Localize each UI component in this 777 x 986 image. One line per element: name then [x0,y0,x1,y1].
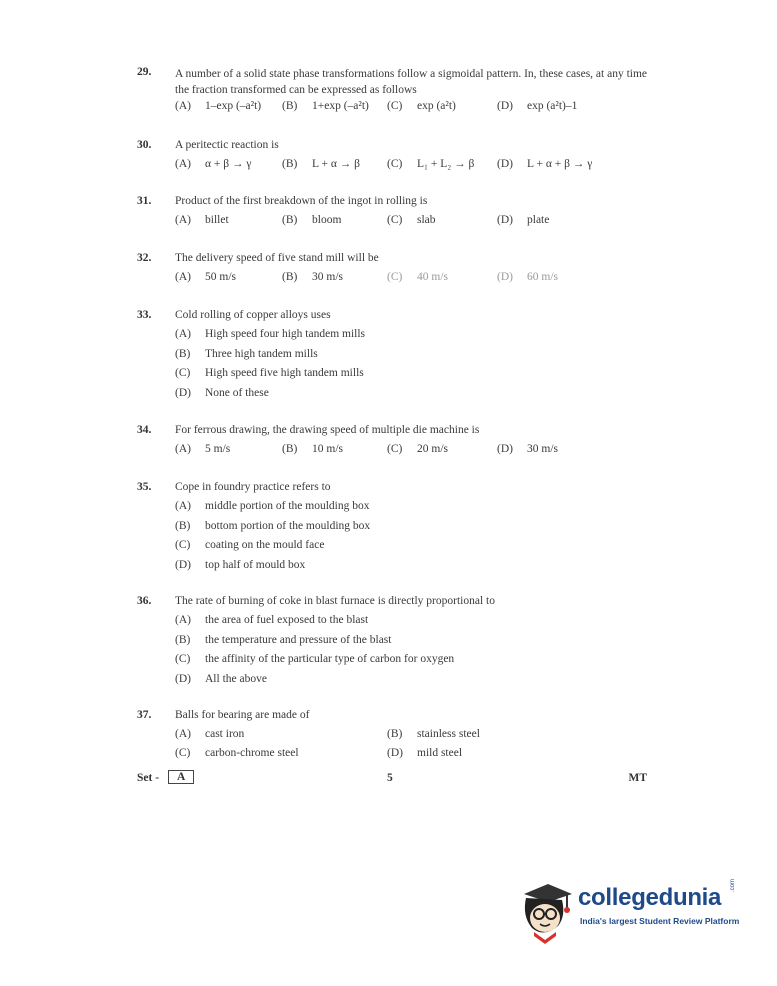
option-c [175,747,299,759]
option-label: (A) [175,500,191,512]
option-text: All the above [205,672,267,685]
question-number: 34. [137,424,152,436]
option-text: α + β → γ [205,158,252,170]
option-text: High speed four high tandem mills [205,328,366,340]
option-a [175,728,244,740]
option-c [387,271,448,283]
collegedunia-logo [518,880,748,950]
option-a [175,158,251,170]
option-c [387,100,456,112]
option-label: (C) [175,747,191,759]
question-number: 33. [137,309,152,321]
option-label: (D) [387,747,403,759]
option-label: (C) [387,158,403,170]
option-d [497,158,592,170]
question-text: A number of a solid state phase transformations follow a sigmoidal pattern. In, these cases, at any time the fraction transformed can be expressed as follows [175,68,648,96]
option-d [497,214,549,226]
option-label: (C) [387,443,403,455]
question-34 [137,424,657,464]
option-label: (D) [497,443,513,455]
question-number: 36. [137,595,152,607]
option-text: the affinity of the particular type of carbon for oxygen [205,653,455,665]
question-30 [137,139,657,179]
option-text: bloom [312,214,342,226]
option-d [175,673,454,693]
option-label: (A) [175,214,191,226]
options-row [175,271,655,289]
option-b [282,443,343,455]
option-d [497,271,558,283]
options-row [175,747,655,765]
option-c [387,214,436,226]
option-text: middle portion of the moulding box [205,500,370,512]
option-text: stainless steel [417,728,480,740]
option-label: (B) [282,100,298,112]
option-a [175,100,261,112]
paper-code: MT [628,772,647,784]
option-text: 10 m/s [312,443,343,455]
options-list [175,328,365,406]
question-text: The delivery speed of five stand mill will be [175,252,379,264]
option-label: (A) [175,100,191,112]
option-d [175,387,365,407]
option-label: (B) [175,633,191,646]
options-row [175,728,655,746]
option-text: 30 m/s [527,443,558,455]
option-a [175,328,365,348]
option-label: (A) [175,271,191,283]
option-text: exp (a²t) [417,100,456,112]
option-text: High speed five high tandem mills [205,367,364,379]
option-text: cast iron [205,728,245,740]
option-d [497,100,577,112]
option-b [175,634,454,654]
option-label: (C) [175,367,191,379]
options-row [175,158,655,176]
option-text: 40 m/s [417,271,448,283]
student-mascot-icon [518,880,574,946]
question-number: 35. [137,481,152,493]
option-text: top half of mould box [205,558,306,571]
option-a [175,271,236,283]
page-footer [137,772,647,792]
option-text: bottom portion of the moulding box [205,519,371,532]
options-row [175,100,655,118]
question-text: Cold rolling of copper alloys uses [175,309,331,321]
option-text: 20 m/s [417,443,448,455]
option-text: the temperature and pressure of the blast [205,633,392,646]
options-list [175,500,370,578]
question-text: Balls for bearing are made of [175,709,310,721]
options-list [175,614,454,692]
option-label: (C) [387,271,403,283]
question-number: 30. [137,139,152,151]
option-label: (B) [282,443,298,455]
option-label: (D) [497,100,513,112]
option-label: (B) [387,728,403,740]
option-text: L + α + β → γ [527,158,593,170]
option-text: Three high tandem mills [205,347,318,360]
brand-name: collegedunia [578,884,722,911]
options-row [175,214,655,232]
option-b [282,158,360,170]
option-label: (C) [387,100,403,112]
option-label: (C) [387,214,403,226]
option-label: (D) [175,558,191,571]
question-text: Cope in foundry practice refers to [175,481,331,493]
option-label: (A) [175,443,191,455]
option-d [175,559,370,579]
option-text: 30 m/s [312,271,343,283]
option-a [175,214,229,226]
option-label: (D) [497,271,513,283]
question-29 [137,66,657,116]
option-label: (B) [282,158,298,170]
question-number: 32. [137,252,152,264]
option-b [175,520,370,540]
option-text: the area of fuel exposed to the blast [205,614,369,626]
question-number: 37. [137,709,152,721]
page-number: 5 [387,772,393,784]
option-label: (D) [497,214,513,226]
option-label: (C) [175,539,191,551]
option-c [387,443,448,455]
option-text: mild steel [417,747,463,759]
option-label: (B) [282,271,298,283]
question-number: 31. [137,195,152,207]
option-text: L + α → β [312,158,360,170]
option-d [387,747,462,759]
option-b [282,100,369,112]
question-37 [137,709,657,769]
option-d [497,443,558,455]
option-text: None of these [205,386,269,399]
option-b [387,728,480,740]
options-row [175,443,655,461]
brand-suffix: .com [730,878,736,892]
question-31 [137,195,657,235]
option-label: (D) [497,158,513,170]
option-text: slab [417,214,436,226]
question-32 [137,252,657,292]
option-text: 60 m/s [527,271,558,283]
option-text: coating on the mould face [205,539,325,551]
option-label: (B) [175,347,191,360]
question-text: For ferrous drawing, the drawing speed of multiple die machine is [175,424,480,436]
option-label: (C) [175,653,191,665]
option-b [282,214,341,226]
question-text: Product of the first breakdown of the ingot in rolling is [175,195,428,207]
option-text: exp (a²t)–1 [527,100,578,112]
option-b [282,271,343,283]
option-c [175,653,454,673]
question-number: 29. [137,66,152,78]
option-label: (D) [175,672,191,685]
option-text: 50 m/s [205,271,236,283]
option-c [387,158,474,170]
option-label: (A) [175,328,191,340]
option-text: carbon-chrome steel [205,747,299,759]
option-label: (A) [175,614,191,626]
question-text: A peritectic reaction is [175,139,279,151]
option-label: (B) [175,519,191,532]
option-label: (A) [175,728,191,740]
question-text: The rate of burning of coke in blast furnace is directly proportional to [175,595,495,607]
set-value-box: A [168,770,194,784]
option-c [175,539,370,559]
option-a [175,614,454,634]
option-label: (D) [175,386,191,399]
question-33 [137,309,657,409]
set-label: Set - [137,772,160,784]
option-text: billet [205,214,229,226]
option-b [175,348,365,368]
question-35 [137,481,657,581]
option-label: (A) [175,158,191,170]
option-text: plate [527,214,550,226]
option-a [175,500,370,520]
option-label: (B) [282,214,298,226]
option-text: 5 m/s [205,443,231,455]
question-36 [137,595,657,695]
option-text: L₁ + L₂ → β [417,158,475,170]
option-text: 1+exp (–a²t) [312,100,369,112]
brand-tagline: India's largest Student Review Platform [580,916,740,926]
option-a [175,443,230,455]
option-text: 1–exp (–a²t) [205,100,262,112]
option-c [175,367,365,387]
